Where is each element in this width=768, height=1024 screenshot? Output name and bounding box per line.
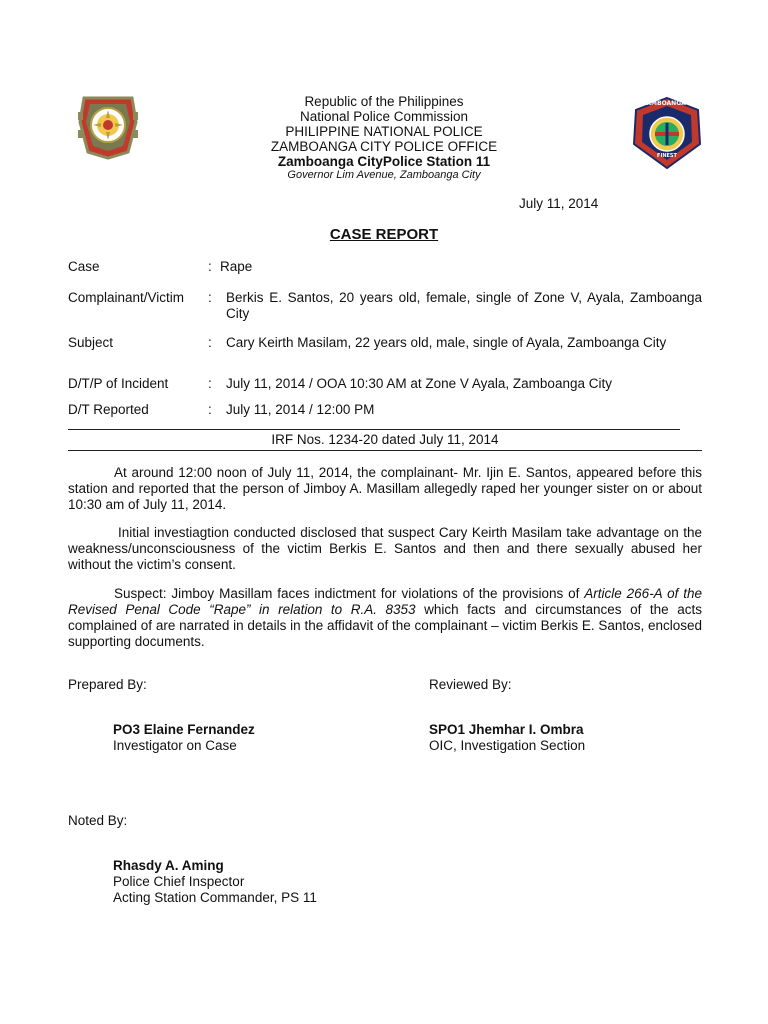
header-line-republic: Republic of the Philippines <box>304 94 464 109</box>
noted-by-name: Rhasdy A. Aming <box>113 858 224 873</box>
letterhead <box>200 94 568 182</box>
divider-line <box>68 429 680 430</box>
legal-reference: Article 266-A of the Revised Penal Code “Rape” in relation to R.A. 8353 <box>68 586 702 617</box>
report-date: July 11, 2014 <box>519 196 599 211</box>
header-line-napolcom: National Police Commission <box>299 109 469 124</box>
noted-by-title-1: Police Chief Inspector <box>113 874 245 889</box>
narrative-paragraph-3 <box>68 586 702 650</box>
paragraph-text: Initial investiagtion conducted disclosed that suspect Cary Keirth Masilam take advantage on the weakness/unconsciousness of the victim Berkis E. Santos and then and there sexually abused her without the victim’s consent. <box>68 525 702 572</box>
field-label: D/T Reported <box>68 402 149 417</box>
narrative-paragraph-1 <box>68 465 702 513</box>
field-label: D/T/P of Incident <box>68 376 169 391</box>
header-line-station: Zamboanga CityPolice Station 11 <box>277 154 491 169</box>
field-label: Case <box>68 259 100 274</box>
field-colon: : <box>208 259 212 274</box>
prepared-by-title: Investigator on Case <box>113 738 237 753</box>
header-line-office: ZAMBOANGA CITY POLICE OFFICE <box>270 139 498 154</box>
noted-by-title-2: Acting Station Commander, PS 11 <box>113 890 317 905</box>
field-colon: : <box>208 290 212 305</box>
badge-bottom-text: FINEST <box>657 153 677 159</box>
field-complainant <box>68 290 702 322</box>
badge-top-text: ZAMBOANGA'S <box>642 100 692 107</box>
field-colon: : <box>208 376 212 391</box>
field-value: July 11, 2014 / 12:00 PM <box>226 402 375 417</box>
reviewed-by-name: SPO1 Jhemhar I. Ombra <box>429 722 584 737</box>
field-value: Cary Keirth Masilam, 22 years old, male, single of Ayala, Zamboanga City <box>226 335 667 350</box>
prepared-by-label: Prepared By: <box>68 677 147 692</box>
field-colon: : <box>208 402 212 417</box>
reviewed-by-title: OIC, Investigation Section <box>429 738 586 753</box>
paragraph-text: At around 12:00 noon of July 11, 2014, the complainant- Mr. Ijin E. Santos, appeared before this station and reported that the person of Jimboy A. Masillam allegedly raped her younger sister on or about 10:30 am of July 11, 2014. <box>68 465 702 512</box>
noted-by-label: Noted By: <box>68 813 128 828</box>
field-colon: : <box>208 335 212 350</box>
field-reported <box>68 402 702 418</box>
header-address: Governor Lim Avenue, Zamboanga City <box>287 169 481 181</box>
field-value: July 11, 2014 / OOA 10:30 AM at Zone V Ayala, Zamboanga City <box>226 376 612 391</box>
field-label: Subject <box>68 335 114 350</box>
field-value: Rape <box>220 259 253 274</box>
paragraph-text: which facts and circumstances of the acts complained of are narrated in details in the affidavit of the complainant – victim Berkis E. Santos, enclosed supporting documents. <box>68 602 702 649</box>
pnp-seal-logo <box>76 92 140 160</box>
field-subject <box>68 335 702 367</box>
field-label: Complainant/Victim <box>68 290 185 305</box>
document-title: CASE REPORT <box>329 226 439 243</box>
header-line-pnp: PHILIPPINE NATIONAL POLICE <box>285 124 483 139</box>
field-incident <box>68 376 702 392</box>
field-value: Berkis E. Santos, 20 years old, female, single of Zone V, Ayala, Zamboanga City <box>226 290 702 321</box>
zamboanga-finest-badge-logo <box>630 96 704 170</box>
irf-reference: IRF Nos. 1234-20 dated July 11, 2014 <box>68 432 702 451</box>
field-case <box>68 259 702 275</box>
paragraph-text: Suspect: Jimboy Masillam faces indictment for violations of the provisions of <box>114 586 585 601</box>
reviewed-by-label: Reviewed By: <box>429 677 512 692</box>
narrative-paragraph-2 <box>68 525 702 573</box>
prepared-by-name: PO3 Elaine Fernandez <box>113 722 255 737</box>
